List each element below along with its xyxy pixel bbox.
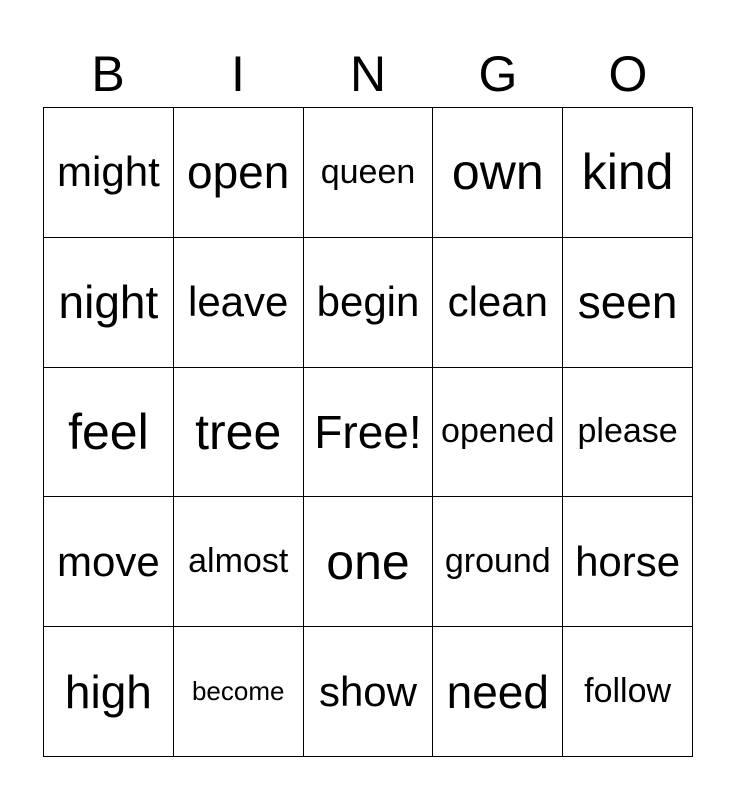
header-letter-g: G xyxy=(478,46,518,102)
bingo-cell[interactable] xyxy=(44,368,174,498)
header-letter-b: B xyxy=(91,46,125,102)
cell-word: need xyxy=(446,665,549,718)
cell-word: almost xyxy=(188,542,289,581)
bingo-cell[interactable] xyxy=(563,238,693,368)
bingo-cell[interactable] xyxy=(44,238,174,368)
bingo-board xyxy=(43,107,693,757)
cell-word: Free! xyxy=(314,405,422,458)
bingo-cell[interactable] xyxy=(433,368,563,498)
cell-word: please xyxy=(577,412,678,451)
cell-word: might xyxy=(57,148,160,196)
cell-word: own xyxy=(451,144,544,201)
bingo-cell[interactable] xyxy=(563,497,693,627)
cell-word: tree xyxy=(195,403,282,460)
bingo-cell[interactable] xyxy=(433,497,563,627)
bingo-cell[interactable] xyxy=(44,108,174,238)
bingo-cell[interactable] xyxy=(304,108,434,238)
bingo-cell[interactable] xyxy=(433,238,563,368)
bingo-cell[interactable] xyxy=(563,368,693,498)
bingo-header xyxy=(43,40,693,108)
bingo-cell[interactable] xyxy=(563,627,693,757)
cell-word: follow xyxy=(584,672,672,711)
cell-word: one xyxy=(326,533,410,590)
bingo-cell[interactable] xyxy=(44,497,174,627)
header-letter-o: O xyxy=(608,46,648,102)
cell-word: open xyxy=(187,146,290,199)
bingo-cell[interactable] xyxy=(433,627,563,757)
bingo-cell[interactable] xyxy=(563,108,693,238)
cell-word: high xyxy=(64,665,152,718)
cell-word: begin xyxy=(316,278,420,326)
cell-word: clean xyxy=(447,278,548,326)
cell-word: leave xyxy=(187,278,289,326)
free-space-cell[interactable] xyxy=(304,368,434,498)
bingo-cell[interactable] xyxy=(174,368,304,498)
cell-word: night xyxy=(58,276,159,329)
bingo-cell[interactable] xyxy=(174,497,304,627)
bingo-cell[interactable] xyxy=(174,627,304,757)
cell-word: become xyxy=(191,676,285,707)
cell-word: opened xyxy=(441,412,555,451)
bingo-cell[interactable] xyxy=(433,108,563,238)
cell-word: kind xyxy=(581,144,674,201)
cell-word: feel xyxy=(68,403,149,460)
cell-word: horse xyxy=(575,537,681,585)
bingo-cell[interactable] xyxy=(174,238,304,368)
bingo-cell[interactable] xyxy=(44,627,174,757)
cell-word: seen xyxy=(577,276,678,329)
header-letter-i: I xyxy=(231,46,245,102)
bingo-cell[interactable] xyxy=(304,497,434,627)
cell-word: move xyxy=(57,537,160,585)
bingo-cell[interactable] xyxy=(304,627,434,757)
bingo-cell[interactable] xyxy=(304,238,434,368)
cell-word: show xyxy=(318,667,418,715)
cell-word: queen xyxy=(320,152,416,191)
header-letter-n: N xyxy=(349,46,387,102)
bingo-cell[interactable] xyxy=(174,108,304,238)
cell-word: ground xyxy=(444,542,551,581)
